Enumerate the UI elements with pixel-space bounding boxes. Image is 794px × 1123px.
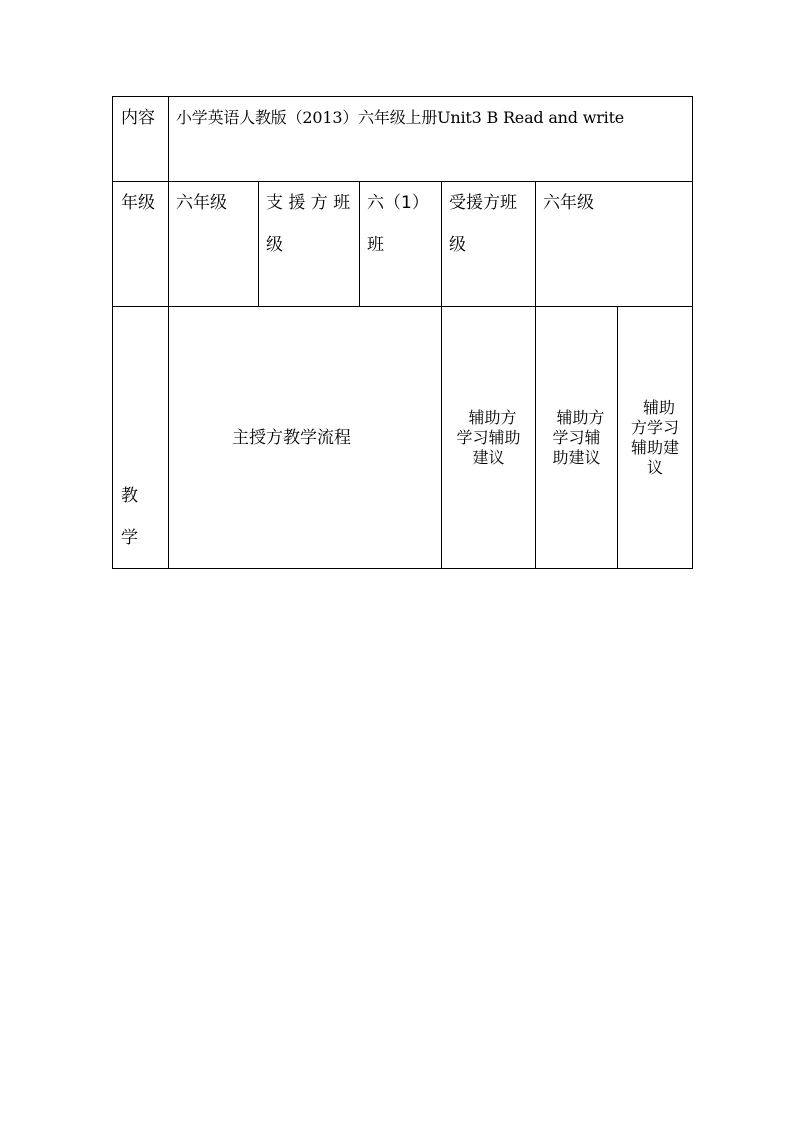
receiving-class-value: 六年级 [543,193,594,213]
support-class-value: 六（1） [367,193,429,213]
row-divider-1 [112,181,693,182]
receiving-class-label: 受援方班 [449,193,517,213]
support-class-value-cont: 班 [367,235,384,255]
teaching-label-char2: 学 [121,528,138,548]
lesson-title: 小学英语人教版（2013）六年级上册Unit3 B Read and write [176,108,625,127]
assist-col2-line1: 辅助方 [556,408,605,427]
receiving-class-label-cont: 级 [449,235,466,255]
assist-col3-line1: 辅助 [642,398,675,417]
assist-suggestion-col2 [536,408,617,468]
assist-col2-line3: 助建议 [552,448,601,467]
row2-divider-a [258,181,259,307]
row-divider-2 [112,306,693,307]
assist-col1-line3: 建议 [472,448,505,467]
grade-label: 年级 [121,193,155,213]
assist-col2-line2: 学习辅 [552,428,601,447]
teaching-label-char1: 教 [121,486,138,506]
table-border-top [112,96,693,97]
assist-col1-line1: 辅助方 [468,408,517,427]
assist-suggestion-col3 [618,398,692,478]
table-border-bottom [112,568,693,569]
grade-value: 六年级 [176,193,227,213]
table-border-right [692,96,693,569]
assist-suggestion-col1 [442,408,535,468]
content-label: 内容 [121,108,155,128]
main-teaching-process: 主授方教学流程 [232,428,351,448]
assist-col3-line3: 辅助建 [630,438,679,457]
row2-divider-c [441,181,442,307]
assist-col3-line4: 议 [646,458,663,477]
support-class-label-cont: 级 [266,235,283,255]
label-column-divider [168,96,169,569]
row2-divider-d [535,181,536,307]
row2-divider-b [359,181,360,307]
table-border-left [112,96,113,569]
support-class-label: 支 援 方 班 [266,193,351,213]
assist-col3-line2: 方学习 [630,418,679,437]
assist-col1-line2: 学习辅助 [456,428,521,447]
